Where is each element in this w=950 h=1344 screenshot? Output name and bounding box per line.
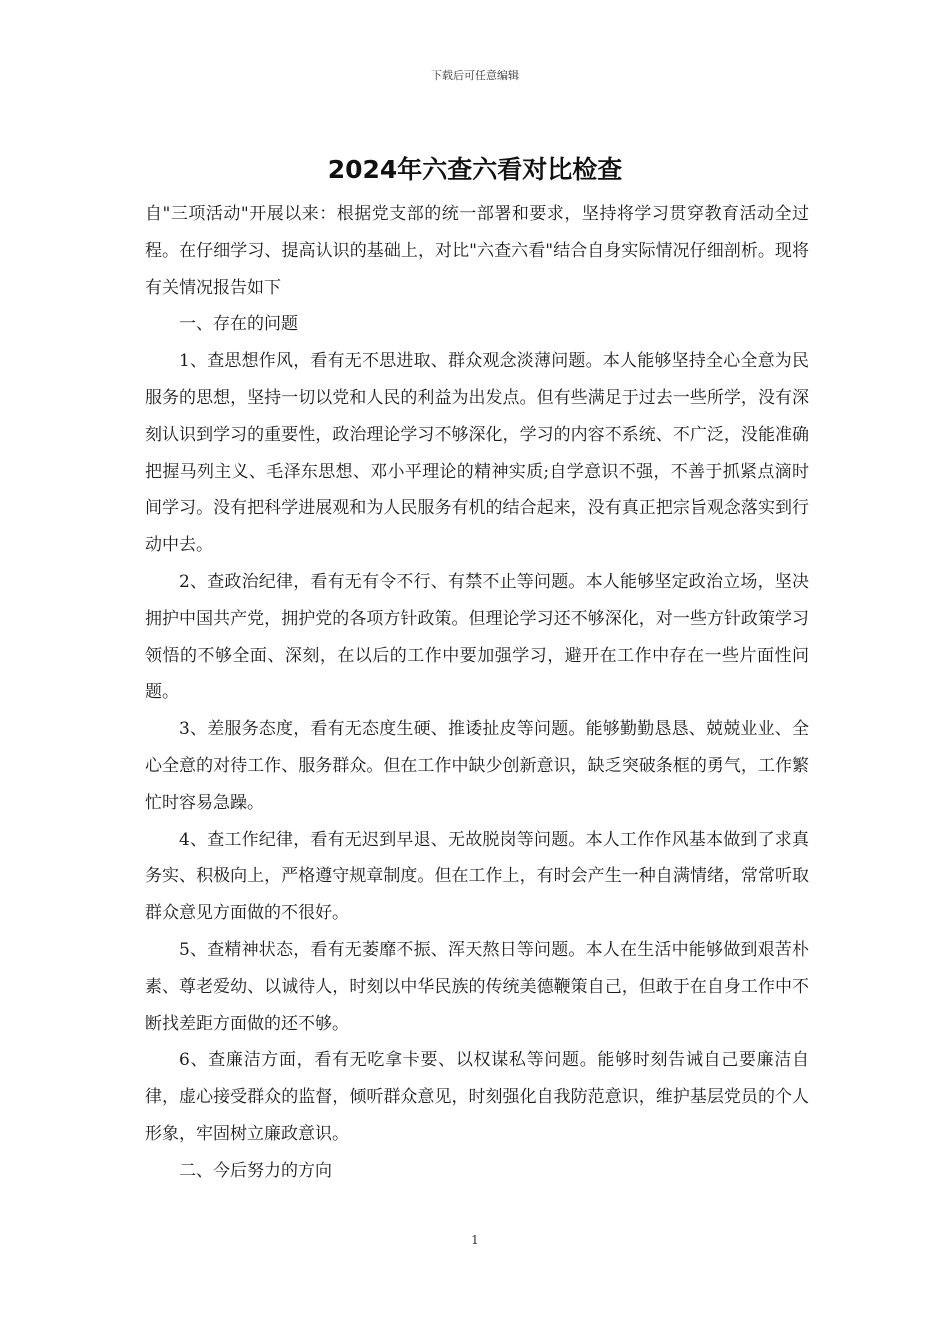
page-number: 1 — [471, 1233, 479, 1247]
paragraph-item-5: 5、查精神状态，看有无萎靡不振、浑天熬日等问题。本人在生活中能够做到艰苦朴素、尊老爱幼、以诚待人，时刻以中华民族的传统美德鞭策自己，但敢于在自身工作中不断找差距方面做的还不够。 — [145, 939, 809, 1034]
paragraph-item-2: 2、查政治纪律，看有无有令不行、有禁不止等问题。本人能够坚定政治立场，坚决拥护中国共产党，拥护党的各项方针政策。但理论学习还不够深化，对一些方针政策学习领悟的不够全面、深刻，在以后的工作中要加强学习，避开在工作中存在一些片面性问题。 — [145, 571, 809, 703]
paragraph-item-4: 4、查工作纪律，看有无迟到早退、无故脱岗等问题。本人工作作风基本做到了求真务实、积极向上，严格遵守规章制度。但在工作上，有时会产生一种自满情绪，常常听取群众意见方面做的不很好。 — [145, 829, 809, 924]
paragraph-item-3: 3、差服务态度，看有无态度生硬、推诿扯皮等问题。能够勤勤恳恳、兢兢业业、全心全意的对待工作、服务群众。但在工作中缺少创新意识，缺乏突破条框的勇气，工作繁忙时容易急躁。 — [145, 719, 809, 813]
intro-paragraph: 自"三项活动"开展以来：根据党支部的统一部署和要求，坚持将学习贯穿教育活动全过程。在仔细学习、提高认识的基础上，对比"六查六看"结合自身实际情况仔细剖析。现将有关情况报告如下 — [145, 204, 809, 298]
header-note: 下载后可任意编辑 — [431, 69, 519, 82]
document-body — [145, 196, 809, 1190]
document-title: 2024年六查六看对比检查 — [327, 155, 623, 184]
section-heading-direction: 二、今后努力的方向 — [179, 1160, 332, 1181]
paragraph-item-6: 6、查廉洁方面，看有无吃拿卡要、以权谋私等问题。能够时刻告诫自己要廉洁自律，虚心接受群众的监督，倾听群众意见，时刻强化自我防范意识，维护基层党员的个人形象，牢固树立廉政意识。 — [145, 1050, 809, 1144]
paragraph-item-1: 1、查思想作风，看有无不思进取、群众观念淡薄问题。本人能够坚持全心全意为民服务的思想，坚持一切以党和人民的利益为出发点。但有些满足于过去一些所学，没有深刻认识到学习的重要性，政治理论学习不够深化，学习的内容不系统、不广泛，没能准确把握马列主义、毛泽东思想、邓小平理论的精神实质;自学意识不强，不善于抓紧点滴时间学习。没有把科学进展观和为人民服务有机的结合起来，没有真正把宗旨观念落实到行动中去。 — [145, 351, 809, 556]
section-heading-problems: 一、存在的问题 — [179, 314, 298, 335]
